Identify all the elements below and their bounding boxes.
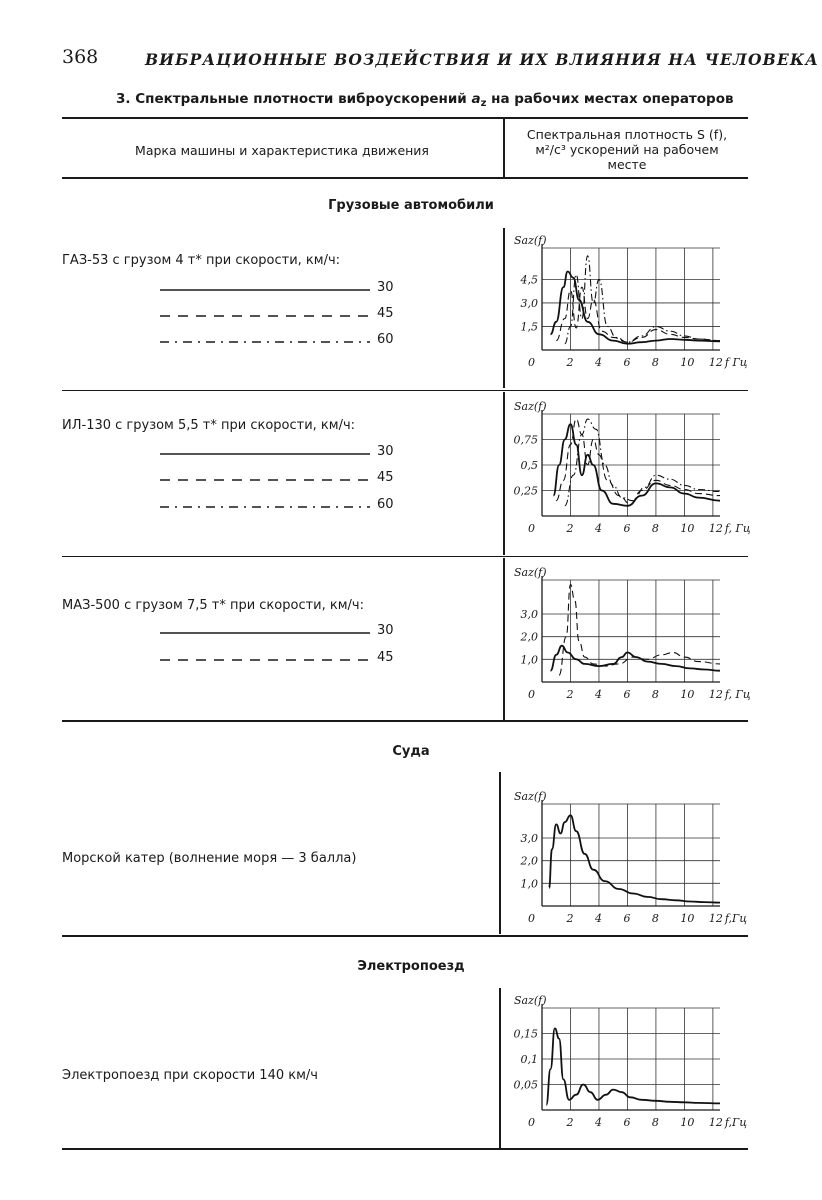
x-tick-label: 0: [528, 356, 535, 369]
x-tick-label: 4: [594, 356, 602, 369]
x-tick-label: 6: [623, 688, 631, 701]
x-tick-label: 2: [566, 522, 574, 535]
row2-legend-label-60: 60: [377, 497, 394, 512]
row1-legend-label-30: 30: [377, 280, 394, 295]
series-line-main: [549, 815, 720, 902]
row2-legend-label-45: 45: [377, 470, 394, 485]
row2-column-divider: [503, 392, 505, 555]
series-line-45: [556, 419, 720, 504]
series-line-60: [565, 419, 720, 506]
series-line-60: [565, 256, 720, 344]
row1-legend-label-60: 60: [377, 332, 394, 347]
header-col1: Марка машины и характеристика движения: [135, 143, 429, 158]
x-tick-label: 8: [651, 912, 659, 925]
header-col2-line3: месте: [607, 157, 647, 172]
chart-ylabel: Saz(f): [514, 400, 547, 413]
x-tick-label: 12: [708, 356, 723, 369]
row3-legend-solid-line: [160, 631, 372, 635]
row3-bottom-rule: [62, 720, 748, 722]
x-tick-label: 12: [708, 688, 723, 701]
x-tick-label: 2: [566, 688, 574, 701]
chart-ylabel: Saz(f): [514, 234, 547, 247]
x-tick-label: 8: [651, 356, 659, 369]
row1-column-divider: [503, 228, 505, 388]
x-tick-label: 6: [623, 356, 631, 369]
x-tick-label: 8: [651, 688, 659, 701]
x-tick-label: 12: [708, 522, 723, 535]
row5-bottom-rule: [62, 1148, 748, 1150]
row2-bottom-rule: [62, 556, 748, 557]
y-tick-label: 1,0: [520, 877, 538, 891]
header-column-divider: [503, 118, 505, 178]
chart-xlabel: f,Гц: [724, 912, 748, 925]
x-tick-label: 0: [528, 522, 535, 535]
x-tick-label: 2: [566, 356, 574, 369]
chart-maz500: [512, 566, 751, 706]
series-line-45: [559, 585, 720, 676]
row2-legend-solid-line: [160, 452, 372, 456]
chart-ylabel: Saz(f): [514, 994, 547, 1007]
x-tick-label: 4: [594, 912, 602, 925]
row1-bottom-rule: [62, 390, 748, 391]
row3-column-divider: [503, 558, 505, 720]
y-tick-label: 0,25: [513, 484, 538, 498]
y-tick-label: 3,0: [520, 296, 538, 310]
row3-legend-dashed-line: [160, 658, 372, 662]
row4-text: Морской катер (волнение моря — 3 балла): [62, 851, 357, 866]
row2-legend-dashdot-line: [160, 505, 372, 509]
x-tick-label: 4: [594, 688, 602, 701]
row1-legend-dashdot-line: [160, 340, 372, 344]
table-caption: [116, 91, 734, 109]
row3-legend-label-30: 30: [377, 623, 394, 638]
y-tick-label: 0,15: [513, 1027, 538, 1041]
row2-legend-label-30: 30: [377, 444, 394, 459]
row5-column-divider: [499, 988, 501, 1148]
header-bottom-rule: [62, 177, 748, 179]
x-tick-label: 10: [680, 522, 695, 535]
header-col2-line1: Спектральная плотность S (f),: [526, 127, 728, 142]
caption-subscript: z: [480, 98, 487, 109]
x-tick-label: 8: [651, 1116, 659, 1129]
x-tick-label: 4: [594, 522, 602, 535]
caption-suffix: на рабочих местах операторов: [486, 91, 734, 107]
series-line-30: [551, 646, 721, 671]
y-tick-label: 3,0: [520, 608, 538, 621]
x-tick-label: 4: [594, 1116, 602, 1129]
series-line-30: [551, 272, 721, 344]
chart-il130: [512, 400, 751, 540]
chart-electric-train: [512, 994, 748, 1134]
y-tick-label: 0,5: [520, 459, 538, 472]
y-tick-label: 1,0: [520, 653, 538, 667]
x-tick-label: 10: [680, 1116, 695, 1129]
y-tick-label: 0,1: [520, 1053, 538, 1066]
y-tick-label: 1,5: [520, 320, 538, 334]
section-title-ships: Суда: [392, 744, 430, 759]
series-line-45: [556, 287, 720, 342]
row3-text: МАЗ-500 с грузом 7,5 т* при скорости, км/ч:: [62, 598, 364, 613]
y-tick-label: 0,75: [513, 433, 538, 447]
x-tick-label: 6: [623, 1116, 631, 1129]
x-tick-label: 0: [528, 1116, 535, 1129]
row4-column-divider: [499, 772, 501, 934]
row2-legend-dashed-line: [160, 478, 372, 482]
x-tick-label: 6: [623, 522, 631, 535]
row3-legend-label-45: 45: [377, 650, 394, 665]
running-head: ВИБРАЦИОННЫЕ ВОЗДЕЙСТВИЯ И ИХ ВЛИЯНИЯ НА ЧЕЛОВЕКА: [145, 50, 820, 69]
x-tick-label: 0: [528, 912, 535, 925]
x-tick-label: 6: [623, 912, 631, 925]
series-line-main: [546, 1028, 720, 1105]
row1-legend-solid-line: [160, 288, 372, 292]
section-title-trucks: Грузовые автомобили: [328, 198, 494, 213]
row1-legend-label-45: 45: [377, 306, 394, 321]
x-tick-label: 12: [708, 1116, 723, 1129]
x-tick-label: 10: [680, 912, 695, 925]
y-tick-label: 2,0: [520, 854, 538, 868]
row2-text: ИЛ-130 с грузом 5,5 т* при скорости, км/ч:: [62, 418, 356, 433]
y-tick-label: 4,5: [520, 273, 538, 287]
table-top-rule: [62, 117, 748, 119]
chart-xlabel: f, Гц: [724, 688, 751, 701]
chart-sea-boat: [512, 790, 748, 930]
chart-xlabel: f Гц: [724, 356, 748, 369]
row5-text: Электропоезд при скорости 140 км/ч: [62, 1068, 318, 1083]
y-tick-label: 0,05: [513, 1078, 538, 1092]
x-tick-label: 10: [680, 356, 695, 369]
header-col2-line2: м²/с³ ускорений на рабочем: [535, 142, 719, 157]
row1-legend-dashed-line: [160, 314, 372, 318]
chart-ylabel: Saz(f): [514, 566, 547, 579]
y-tick-label: 3,0: [520, 832, 538, 845]
x-tick-label: 0: [528, 688, 535, 701]
x-tick-label: 2: [566, 1116, 574, 1129]
chart-gaz53: [512, 234, 748, 374]
x-tick-label: 2: [566, 912, 574, 925]
section-title-train: Электропоезд: [357, 959, 465, 974]
x-tick-label: 12: [708, 912, 723, 925]
row1-text: ГАЗ-53 с грузом 4 т* при скорости, км/ч:: [62, 253, 341, 268]
chart-xlabel: f, Гц: [724, 522, 751, 535]
row4-bottom-rule: [62, 935, 748, 937]
chart-ylabel: Saz(f): [514, 790, 547, 803]
y-tick-label: 2,0: [520, 630, 538, 644]
x-tick-label: 8: [651, 522, 659, 535]
caption-symbol: a: [471, 91, 481, 107]
page-number: 368: [62, 46, 99, 68]
chart-xlabel: f,Гц: [724, 1116, 748, 1129]
caption-prefix: 3. Спектральные плотности виброускорений: [116, 91, 472, 107]
x-tick-label: 10: [680, 688, 695, 701]
